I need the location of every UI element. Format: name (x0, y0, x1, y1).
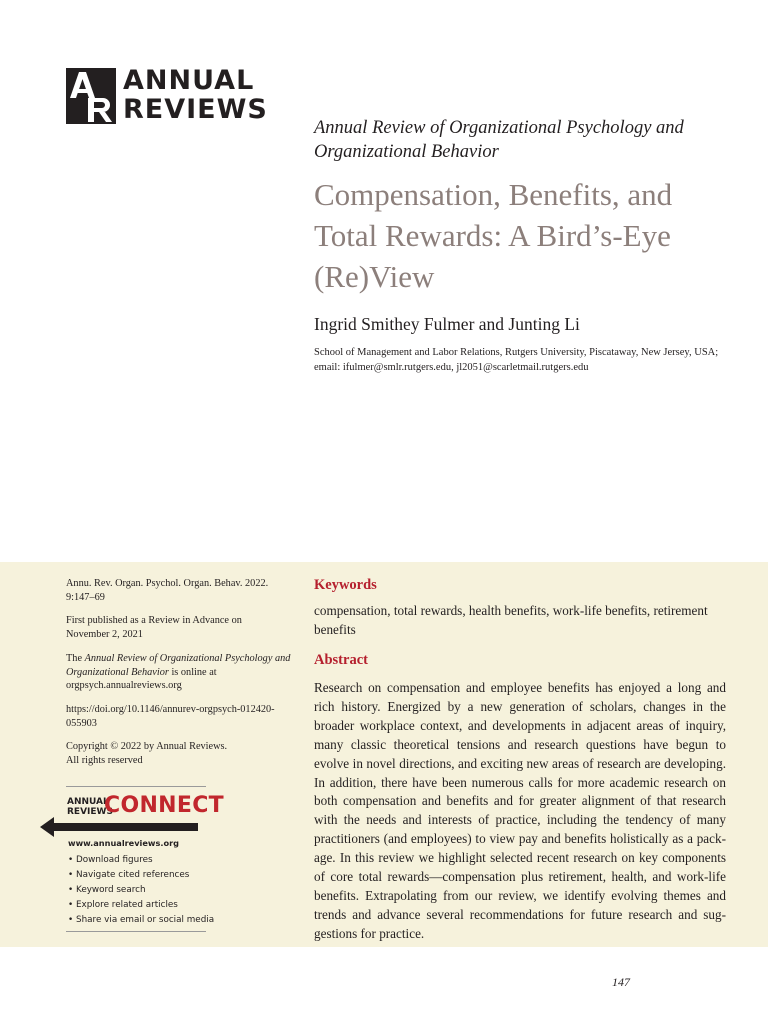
title-line-3: (Re)View (314, 259, 435, 294)
connect-top-rule (66, 786, 206, 787)
logo-wordmark (123, 66, 268, 124)
list-item: • Download figures (68, 855, 153, 865)
abstract-line: with the needs and interests of practice, including the tendency of many (314, 812, 726, 828)
keywords-line: compensation, total rewards, health benefits, work-life benefits, retirement (314, 603, 708, 618)
list-item: • Navigate cited references (68, 870, 190, 880)
annual-reviews-logo (66, 65, 268, 125)
copyright-line-2: All rights reserved (66, 754, 143, 766)
abstract-line: evolve in novel directions, and exciting new areas of research are developing. (314, 755, 726, 771)
connect-url-link[interactable]: www.annualreviews.org (68, 838, 179, 848)
doi-info (66, 703, 296, 730)
journal-name (314, 116, 734, 164)
logo-line-2: REVIEWS (123, 94, 268, 125)
keywords-heading: Keywords (314, 577, 377, 593)
keywords-line: benefits (314, 621, 356, 637)
connect-small-line-1: ANNUAL (67, 797, 109, 807)
abstract-text (314, 679, 726, 944)
online-prefix: The (66, 653, 85, 664)
list-item: • Share via email or social media (68, 915, 215, 925)
abstract-line: Research on compensation and employee benefits has enjoyed a long and (314, 680, 726, 695)
connect-feature-list (68, 853, 214, 928)
logo-line-1: ANNUAL (123, 65, 255, 96)
citation-info (66, 577, 296, 604)
online-journal-2: Organizational Behavior (66, 666, 169, 678)
journal-line-2: Organizational Behavior (314, 142, 499, 162)
affiliation-line-2: email: ifulmer@smlr.rutgers.edu, jl2051@scarletmail.rutgers.edu (314, 362, 589, 373)
abstract-line: both compensation and benefits and for greater alignment of that research (314, 793, 726, 809)
abstract-line: trends and advance several recommendations for future research and sug- (314, 906, 726, 922)
connect-bottom-rule (66, 931, 206, 932)
abstract-line: of core total rewards—compensation plus retirement, health, and work-life (314, 869, 726, 885)
doi-link-line-2[interactable]: 055903 (66, 717, 97, 729)
abstract-line: broader workplace context, and developments in adjacent areas of inquiry, (314, 717, 726, 733)
article-title (314, 174, 734, 297)
abstract-line: benefits. Extrapolating from our review, we identify evolving themes and (314, 887, 726, 903)
journal-line-1: Annual Review of Organizational Psychology and (314, 118, 684, 138)
affiliation-line-1: School of Management and Labor Relations, Rutgers University, Piscataway, New Jersey, USA; (314, 347, 719, 358)
copyright-info (66, 740, 296, 767)
page-number: 147 (612, 975, 630, 989)
list-item: • Keyword search (68, 885, 146, 895)
citation-line-2: 9:147–69 (66, 591, 105, 603)
affiliation (314, 345, 734, 375)
title-line-2: Total Rewards: A Bird’s-Eye (314, 218, 671, 253)
arrow-left-icon (40, 815, 200, 839)
first-published-line-2: November 2, 2021 (66, 628, 143, 640)
abstract-heading: Abstract (314, 652, 368, 668)
title-line-1: Compensation, Benefits, and (314, 177, 673, 212)
abstract-line: age. In this review we highlight selected recent research on key components (314, 850, 726, 866)
abstract-line: many classic theoretical tensions and research questions have begun to (314, 736, 726, 752)
abstract-line: gestions for practice. (314, 925, 425, 941)
abstract-line: rich history. Energized by a new generation of scholars, changes in the (314, 698, 726, 714)
connect-brand-title: CONNECT (104, 793, 224, 818)
abstract-line: In addition, there have been numerous calls for more academic research on (314, 774, 726, 790)
keywords-text (314, 602, 724, 639)
connect-small-line-2: REVIEWS (67, 807, 113, 817)
authors: Ingrid Smithey Fulmer and Junting Li (314, 314, 580, 334)
online-journal-1: Annual Review of Organizational Psychology and (84, 653, 291, 664)
online-suffix: is online at (168, 666, 217, 678)
first-published-info (66, 614, 296, 641)
online-info (66, 652, 296, 693)
copyright-line-1: Copyright © 2022 by Annual Reviews. (66, 741, 228, 752)
citation-line-1: Annu. Rev. Organ. Psychol. Organ. Behav. 2022. (66, 578, 269, 589)
doi-link-line-1[interactable]: https://doi.org/10.1146/annurev-orgpsych-012420- (66, 704, 275, 715)
first-published-line-1: First published as a Review in Advance on (66, 615, 242, 626)
abstract-line: practitioners (and employees) to view pay and benefits holistically as a pack- (314, 831, 726, 847)
online-url-link[interactable]: orgpsych.annualreviews.org (66, 680, 182, 691)
ar-logo-mark-icon (66, 68, 116, 124)
list-item: • Explore related articles (68, 900, 178, 910)
